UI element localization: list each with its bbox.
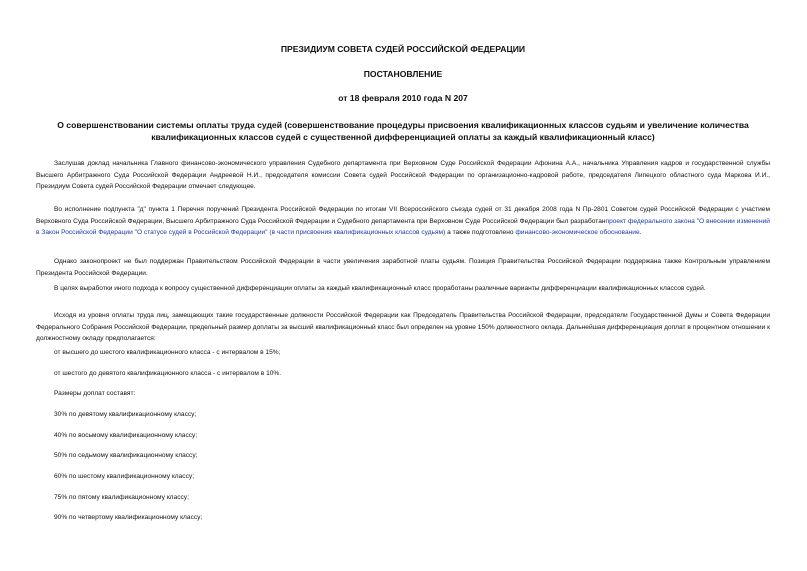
paragraph-4: В целях выработки иного подхода к вопросу существенной дифференциации оплаты за каждый квалификационный класс проработаны различные варианты дифференциации квалификационных классов судей. [54,285,706,292]
list-item: 90% по четвертому квалификационному классу; [54,514,203,521]
list-item: от шестого до девятого квалификационного класса - с интервалом в 10%. [54,370,282,377]
paragraph-3: Однако законопроект не был поддержан Правительством Российской Федерации в части увеличения заработной платы судьям. Позиция Правительства Российской Федерации поддержана также Контрольным управлением Президента Российской Федерации. [36,258,770,277]
document-type-heading: ПОСТАНОВЛЕНИЕ [363,69,443,79]
list-item: 30% по девятому квалификационному классу; [54,411,197,418]
paragraph-2 [36,204,770,239]
paragraph-2-text-start: Во исполнение подпункта "д" пункта 1 Перечня поручений Президента Российской Федерации по итогам VII Всероссийского съезда судей от 31 декабря 2008 года N Пр-2801 Советом судей Российской Федерации с участием Верховного Суда Российской Федерации, Высшего Арбитражного Суда Российской Федерации и Судебного департамента при Верховном Суде Российской Федерации был разработан [36,206,770,225]
date-number-heading: от 18 февраля 2010 года N 207 [338,93,468,103]
draft-law-link[interactable]: проект федерального закона "О внесении изменений в Закон Российской Федерации "О статусе судей в Российской Федерации" (в части присвоения квалификационных классов судьям) [36,217,770,237]
organization-heading: ПРЕЗИДИУМ СОВЕТА СУДЕЙ РОССИЙСКОЙ ФЕДЕРАЦИИ [280,44,526,54]
list-item: 75% по пятому квалификационному классу; [54,494,189,501]
paragraph-1: Заслушав доклад начальника Главного финансово-экономического управления Судебного департамента при Верховном Суде Российской Федерации Афонина А.А., начальника Управления кадров и государственной службы Высшего Арбитражного Суда Российской Федерации Андреевой Н.И., председателя комиссии Совета судей Российской Федерации по организационно-кадровой работе, председателя Липецкого областного суда Маркова И.И., Президиум Совета судей Российской Федерации отмечает следующее. [36,160,770,191]
list-item: 50% по седьмому квалификационному классу; [54,452,198,459]
paragraph-5: Исходя из уровня оплаты труда лиц, замещающих такие государственные должности Российской Федерации как Председатель Правительства Российской Федерации, председатели Государственной Думы и Совета Федерации Федерального Собрания Российской Федерации, предельный размер доплаты за высший квалификационный класс был определен на уровне 150% должностного оклада. Дальнейшая дифференциация доплат в процентном отношении к должностному окладу предполагается: [36,312,770,343]
document-title: О совершенствовании системы оплаты труда судей (совершенствование процедуры присвоения квалификационных классов судьям и увеличение количества квалификационных классов судей с существенной дифференциацией оплаты за каждый квалификационный класс) [57,120,749,142]
paragraph-2-text-middle: а также подготовлено [445,229,516,237]
list-item: Размеры доплат составят: [54,390,136,397]
financial-justification-link[interactable]: финансово-экономическое обоснование [515,229,640,237]
list-item: от высшего до шестого квалификационного класса - с интервалом в 15%; [54,349,281,356]
list-item: 60% по шестому квалификационному классу; [54,473,195,480]
list-item: 40% по восьмому квалификационному классу; [54,432,198,439]
paragraph-2-text-end: . [639,229,642,237]
